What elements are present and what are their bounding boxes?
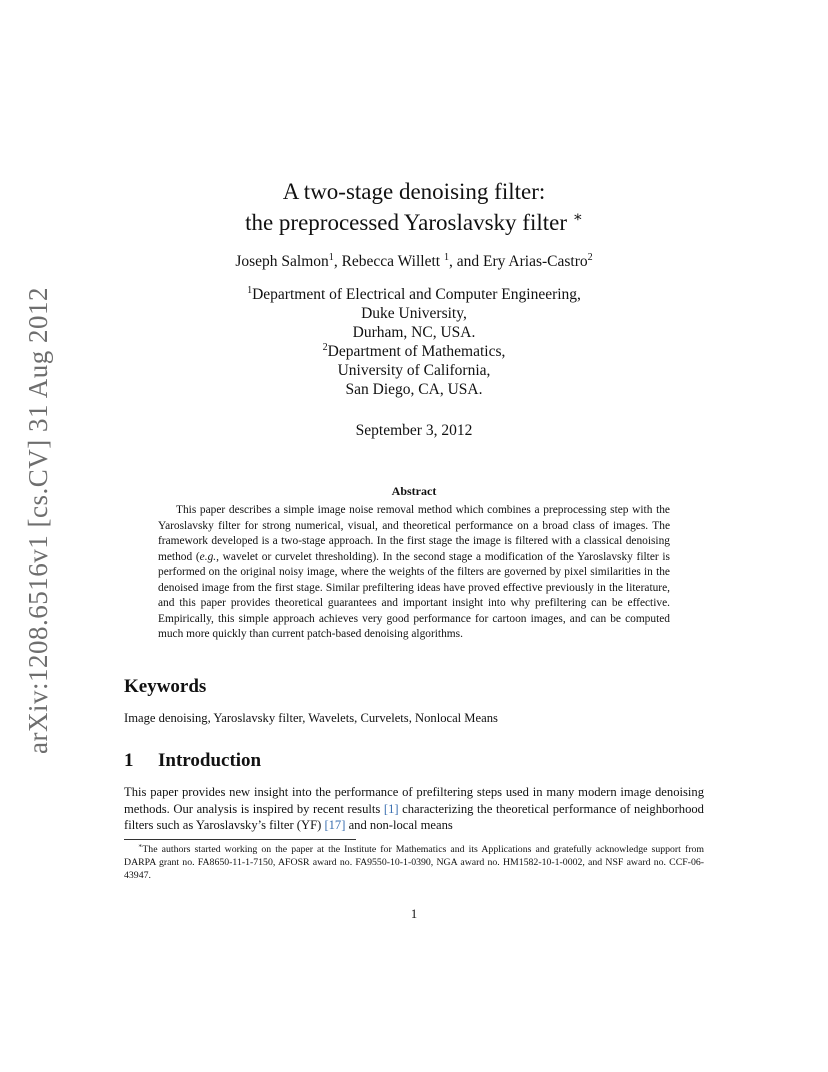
- arxiv-stamp: [12, 285, 64, 755]
- footnote-rule: [124, 839, 356, 840]
- affil-sup-2: 2: [322, 341, 328, 353]
- affil-line-4-text: Department of Mathematics,: [327, 343, 506, 360]
- affil-line-1: [124, 285, 704, 304]
- keywords-text: Image denoising, Yaroslavsky filter, Wavelets, Curvelets, Nonlocal Means: [124, 711, 498, 725]
- authors: [124, 253, 704, 271]
- introduction-body: [124, 784, 704, 834]
- affil-line-5: University of California,: [337, 362, 491, 379]
- title-line-1: A two-stage denoising filter:: [282, 179, 546, 204]
- paper-date: September 3, 2012: [355, 422, 473, 439]
- page-number: 1: [410, 907, 418, 921]
- author-3: , and Ery Arias-Castro: [449, 253, 588, 270]
- author-2: , Rebecca Willett: [333, 253, 444, 270]
- citation-link-17[interactable]: [17]: [324, 818, 346, 832]
- intro-part-1: This paper provides new insight into the performance of prefiltering steps used in many modern image denoising methods. Our analysis is inspired by recent results: [124, 785, 704, 816]
- paper-title: [124, 176, 704, 238]
- section-title: Introduction: [158, 750, 262, 771]
- author-1: Joseph Salmon: [235, 253, 329, 270]
- abstract-part-1: This paper describes a simple image noise removal method which combines a preprocessing step with the Yaroslavsky filter for strong numerical, visual, and theoretical performance on a broad class of images. The framework developed is a two-stage approach. In the first stage the image is filtered with a classical denoising method (: [158, 504, 670, 563]
- affiliations: [124, 285, 704, 399]
- citation-link-1[interactable]: [1]: [383, 801, 399, 816]
- affil-line-6: San Diego, CA, USA.: [345, 381, 483, 398]
- intro-part-3: and non-local means: [345, 818, 453, 832]
- introduction-heading: [124, 750, 261, 772]
- affil-sup-1: 1: [247, 284, 253, 296]
- affil-line-4: [124, 342, 704, 361]
- author-3-sup: 2: [587, 251, 593, 263]
- intro-part-2: characterizing the theoretical performance of neighborhood filters such as Yaroslavsky’s filter (YF): [124, 801, 704, 832]
- affil-line-1-text: Department of Electrical and Computer Engineering,: [252, 286, 581, 303]
- abstract-heading: Abstract: [391, 484, 437, 498]
- title-footnote-mark: ∗: [572, 209, 583, 226]
- keywords-heading: Keywords: [124, 676, 207, 697]
- section-number: 1: [124, 750, 134, 771]
- abstract-body: [158, 503, 670, 643]
- abstract-part-2: wavelet or curvelet thresholding). In the second stage a modification of the Yaroslavsky filter is performed on the original noisy image, where the weights of the filters are governed by pixel similarities in the denoised image from the first stage. Similar prefiltering ideas have proved effective previously in the literature, and this paper provides theoretical guarantees and important insight into why prefiltering can be effective. Empirically, this simple approach achieves very good performance for cartoon images, and can be computed much more quickly than current patch-based denoising algorithms.: [158, 550, 670, 640]
- affil-line-2: Duke University,: [361, 305, 467, 322]
- footnote-text: The authors started working on the paper at the Institute for Mathematics and its Applications and gratefully acknowledge support from DARPA grant no. FA8650-11-1-7150, AFOSR award no. FA9550-10-1-0390, NGA award no. HM1582-10-1-0002, and NSF award no. CCF-06-43947.: [124, 844, 704, 881]
- footnote-mark: ∗: [138, 842, 143, 850]
- footnote: [124, 843, 704, 882]
- author-2-sup: 1: [443, 251, 449, 263]
- title-line-2: [124, 207, 704, 238]
- author-1-sup: 1: [328, 251, 334, 263]
- abstract-eg: e.g.,: [199, 550, 219, 563]
- title-line-2-text: the preprocessed Yaroslavsky filter: [245, 210, 567, 235]
- arxiv-stamp-text: arXiv:1208.6516v1 [cs.CV] 31 Aug 2012: [22, 286, 53, 754]
- affil-line-3: Durham, NC, USA.: [352, 324, 476, 341]
